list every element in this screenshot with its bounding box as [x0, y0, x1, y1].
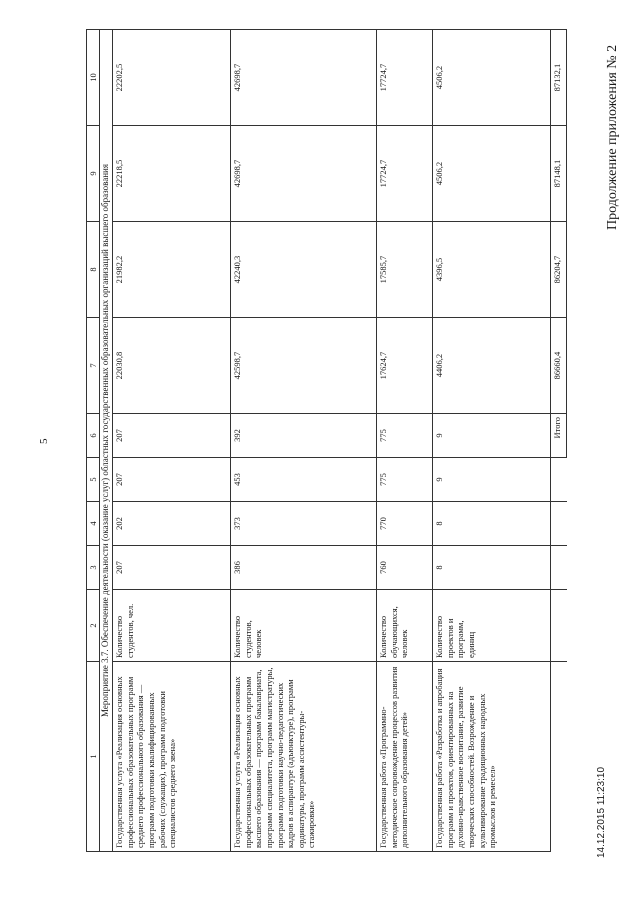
value-cell: 42698,7	[231, 30, 377, 126]
column-number-row	[87, 30, 100, 852]
section-title: Мероприятие 3.7. Обеспечение деятельности (оказание услуг) областных государственных образовательных организаций высшего образования	[100, 30, 113, 852]
total-value: 87132,1	[551, 30, 567, 126]
value-cell: 207	[113, 414, 231, 458]
value-cell: 9	[433, 414, 551, 458]
value-cell: 775	[377, 414, 433, 458]
empty-cell	[551, 590, 567, 662]
empty-cell	[551, 662, 567, 852]
row-description: Государственная работа «Программно-методическое сопровождение процессов развития дополнительного образования детей»	[377, 662, 433, 852]
value-cell: 17724,7	[377, 30, 433, 126]
value-cell: 4506,2	[433, 30, 551, 126]
value-cell: 22218,5	[113, 126, 231, 222]
column-number: 1	[87, 662, 100, 852]
column-number: 2	[87, 590, 100, 662]
value-cell: 453	[231, 458, 377, 502]
row-unit: Количество студентов, человек	[231, 590, 377, 662]
value-cell: 770	[377, 502, 433, 546]
value-cell: 386	[231, 546, 377, 590]
row-description: Государственная услуга «Реализация основных профессиональных образовательных программ высшего образования — программ бакалавриата, программ специалитета, программ магистратуры, программ подготовки научно-педагогических кадров в аспирантуре (адъюнктуре), программ ординатуры, программ ассистентуры-стажировки»	[231, 662, 377, 852]
value-cell: 42598,7	[231, 318, 377, 414]
value-cell: 202	[113, 502, 231, 546]
value-cell: 760	[377, 546, 433, 590]
value-cell: 8	[433, 546, 551, 590]
total-label: Итого	[551, 414, 567, 458]
value-cell: 392	[231, 414, 377, 458]
column-number: 5	[87, 458, 100, 502]
value-cell: 22030,8	[113, 318, 231, 414]
row-unit: Количество обучающихся, человек	[377, 590, 433, 662]
value-cell: 17624,7	[377, 318, 433, 414]
rotated-table-container	[86, 30, 568, 852]
column-number: 4	[87, 502, 100, 546]
column-number: 7	[87, 318, 100, 414]
value-cell: 17724,7	[377, 126, 433, 222]
column-number: 9	[87, 126, 100, 222]
value-cell: 42240,3	[231, 222, 377, 318]
section-row	[100, 30, 113, 852]
total-value: 87148,1	[551, 126, 567, 222]
value-cell: 4396,5	[433, 222, 551, 318]
total-value: 86660,4	[551, 318, 567, 414]
total-row	[551, 30, 567, 852]
value-cell: 4506,2	[433, 126, 551, 222]
value-cell: 22202,5	[113, 30, 231, 126]
page-number: 5	[38, 438, 50, 444]
value-cell: 42698,7	[231, 126, 377, 222]
value-cell: 17585,7	[377, 222, 433, 318]
empty-cell	[551, 458, 567, 502]
value-cell: 207	[113, 458, 231, 502]
total-value: 86204,7	[551, 222, 567, 318]
data-table	[86, 29, 567, 852]
value-cell: 21982,2	[113, 222, 231, 318]
row-unit: Количество студентов, чел.	[113, 590, 231, 662]
table-row	[231, 30, 377, 852]
value-cell: 4406,2	[433, 318, 551, 414]
timestamp: 14.12.2015 11:23:10	[596, 766, 607, 858]
column-number: 10	[87, 30, 100, 126]
table-row	[377, 30, 433, 852]
appendix-label: Продолжение приложения № 2	[605, 44, 620, 230]
empty-cell	[551, 546, 567, 590]
row-unit: Количество проектов и программ, единиц	[433, 590, 551, 662]
column-number: 8	[87, 222, 100, 318]
value-cell: 8	[433, 502, 551, 546]
value-cell: 775	[377, 458, 433, 502]
row-description: Государственная услуга «Реализация основных профессиональных образовательных программ среднего профессионального образования — программ подготовки квалифицированных рабочих (служащих), программ подготовки специалистов среднего звена»	[113, 662, 231, 852]
value-cell: 207	[113, 546, 231, 590]
table-row	[113, 30, 231, 852]
value-cell: 9	[433, 458, 551, 502]
row-description: Государственная работа «Разработка и апробация программ и проектов, ориентированных на духовно-нравственное воспитание, развитие творческих способностей. Возрождение и культивирование традиционных народных промыслов и ремесел»	[433, 662, 551, 852]
empty-cell	[551, 502, 567, 546]
column-number: 3	[87, 546, 100, 590]
table-row	[433, 30, 551, 852]
column-number: 6	[87, 414, 100, 458]
value-cell: 373	[231, 502, 377, 546]
